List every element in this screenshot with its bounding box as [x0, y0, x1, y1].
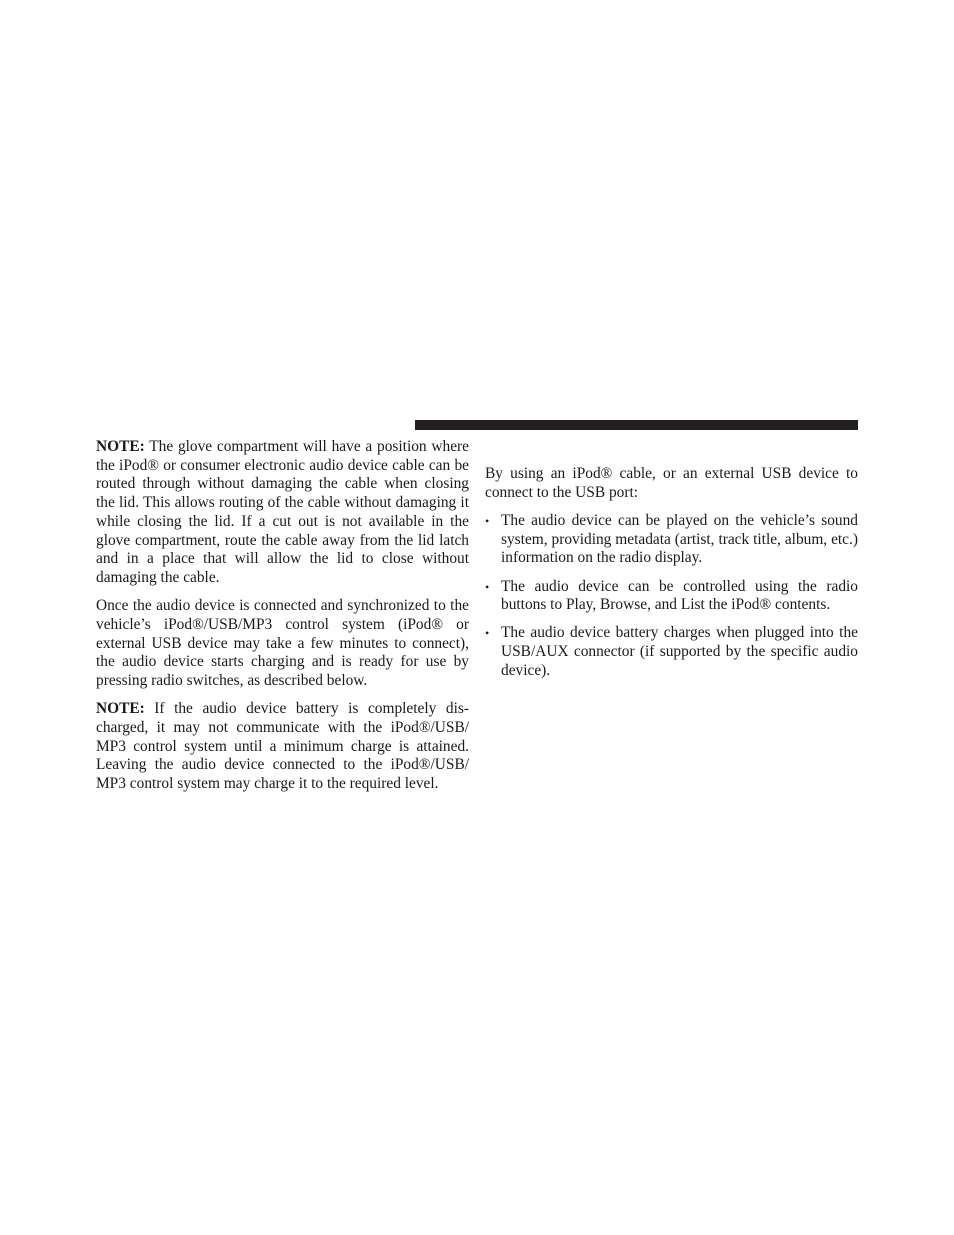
list-item: [485, 512, 858, 568]
feature-bullet-list: [485, 512, 858, 681]
body-paragraph-connection: Once the audio device is connected and synchronized to the vehicle’s iPod®/USB/MP3 control system (iPod® or external USB device may take a few minutes to connect), the audio device starts charging and is ready for use by pressing radio switches, as described below.: [96, 597, 469, 689]
left-column: [96, 438, 469, 803]
list-item: [485, 624, 858, 680]
note-label: NOTE:: [96, 438, 145, 455]
note-label: NOTE:: [96, 700, 145, 718]
bullet-icon: •: [485, 513, 490, 528]
bullet-icon: •: [485, 626, 490, 641]
right-column: [485, 465, 858, 690]
list-item-text: The audio device battery charges when plugged into the USB/AUX connector (if supported by the specific audio device).: [501, 624, 858, 679]
list-item-text: The audio device can be played on the vehicle’s sound system, providing metadata (artist, track title, album, etc.) information on the radio display.: [501, 511, 858, 567]
note-paragraph-glove-compartment: [96, 438, 469, 588]
list-item: [485, 578, 858, 615]
section-header-bar: [415, 420, 858, 430]
bullet-icon: •: [485, 579, 490, 594]
list-item-text: The audio device can be controlled using the radio buttons to Play, Browse, and List the iPod® contents.: [501, 577, 858, 614]
note-paragraph-battery: [96, 700, 469, 794]
intro-paragraph: By using an iPod® cable, or an external USB device to connect to the USB port:: [485, 465, 858, 501]
note-text: The glove compartment will have a position where the iPod® or consumer electronic audio device cable can be routed through without damaging the cable when closing the lid. This allows routing of the cable without damaging it while closing the lid. If a cut out is not available in the glove compartment, route the cable away from the lid latch and in a place that will allow the lid to close without damaging the cable.: [96, 438, 469, 586]
note-text: If the audio device battery is completely discharged, it may not communicate with the iPod®/USB/ MP3 control system until a minimum charge is attained. Leaving the audio device connected to the iPod®/USB/ MP3 control system may charge it to the required level.: [96, 700, 469, 792]
